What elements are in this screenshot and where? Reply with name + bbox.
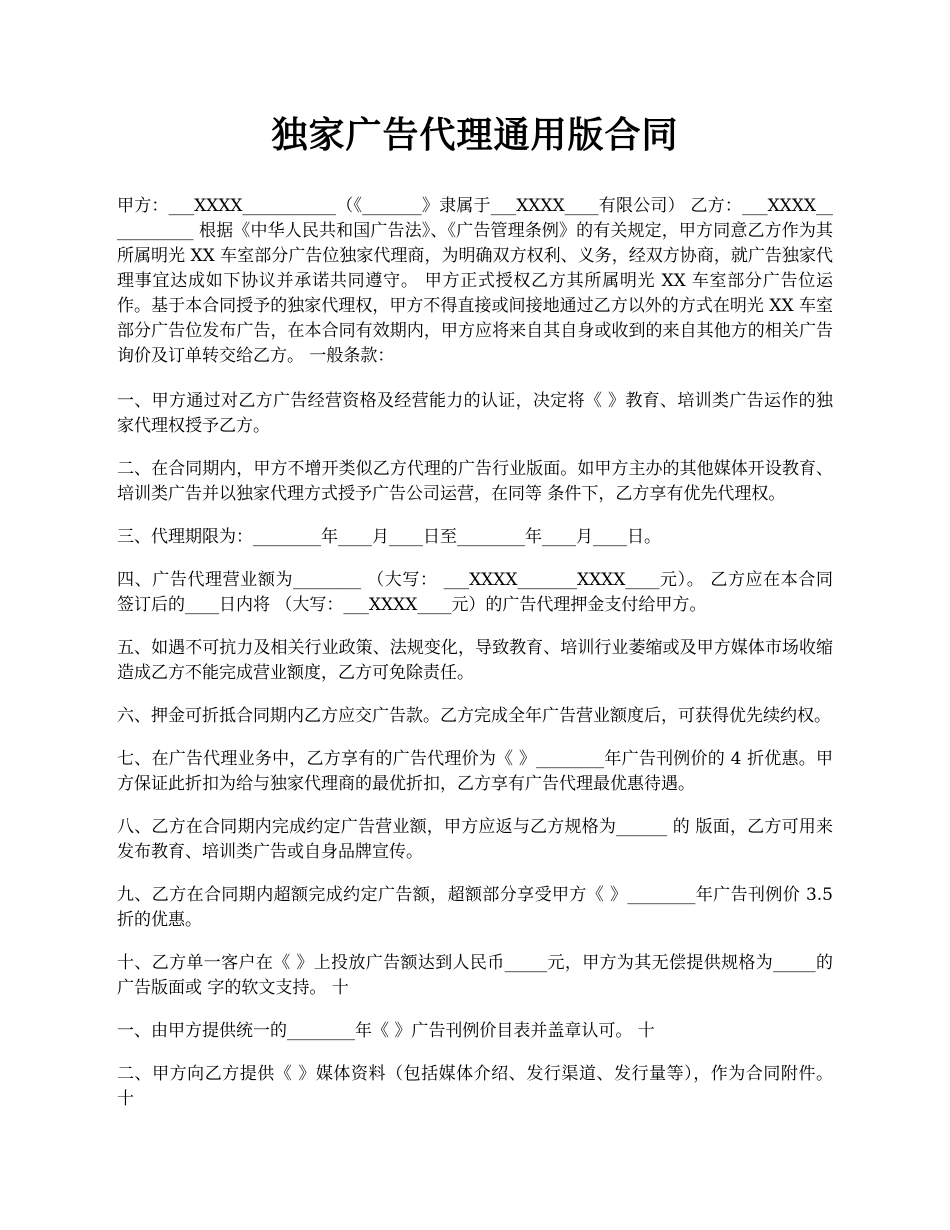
clause-7-paragraph: 七、在广告代理业务中，乙方享有的广告代理价为《 》________年广告刊例价的 4 折优惠。甲方保证此折扣为给与独家代理商的最优折扣，乙方享有广告代理最优惠待遇。: [117, 749, 833, 794]
clause-1-paragraph: 一、甲方通过对乙方广告经营资格及经营能力的认证，决定将《 》教育、培训类广告运作的独家代理权授予乙方。: [117, 391, 833, 436]
clause-8-paragraph: 八、乙方在合同期内完成约定广告营业额，甲方应返与乙方规格为______ 的 版面，乙方可用来发布教育、培训类广告或自身品牌宣传。: [117, 817, 833, 862]
clause-9-paragraph: 九、乙方在合同期内超额完成约定广告额，超额部分享受甲方《 》________年广告刊例价 3.5 折的优惠。: [117, 885, 833, 930]
contract-intro-paragraph: 甲方：___XXXX___________（《_______》隶属于___XXXX____有限公司） 乙方：___XXXX___________ 根据《中华人民共和国广告法》、《广告管理条例》的有关规定，甲方同意乙方作为其所属明光 XX 车室部分广告位独家代理商，为明确双方权利、义务，经双方协商，就广告独家代理事宜达成如下协议并承诺共同遵守。 甲方正式授权乙方其所属明光 XX 车室部分广告位运作。基于本合同授予的独家代理权，甲方不得直接或间接地通过乙方以外的方式在明光 XX 车室部分广告位发布广告，在本合同有效期内，甲方应将来自其自身或收到的来自其他方的相关广告询价及订单转交给乙方。 一般条款：: [117, 196, 833, 366]
clause-2-paragraph: 二、在合同期内，甲方不增开类似乙方代理的广告行业版面。如甲方主办的其他媒体开设教育、培训类广告并以独家代理方式授予广告公司运营，在同等 条件下，乙方享有优先代理权。: [117, 459, 833, 504]
clause-11-paragraph: 一、由甲方提供统一的________年《 》广告刊例价目表并盖章认可。 十: [117, 1021, 655, 1041]
document-title: 独家广告代理通用版合同: [271, 115, 679, 156]
clause-3-paragraph: 三、代理期限为：________年____月____日至________年____月____日。: [117, 527, 661, 547]
clause-12-paragraph: 二、甲方向乙方提供《 》媒体资料（包括媒体介绍、发行渠道、发行量等），作为合同附件。 十: [117, 1064, 833, 1109]
clause-6-paragraph: 六、押金可折抵合同期内乙方应交广告款。乙方完成全年广告营业额度后，可获得优先续约权。: [117, 706, 831, 726]
clause-4-paragraph: 四、广告代理营业额为________ （大写： ___XXXX_______XXXX____元）。 乙方应在本合同签订后的____日内将 （大写：___XXXX____元）的广告代理押金支付给甲方。: [117, 570, 833, 615]
clause-10-paragraph: 十、乙方单一客户在《 》上投放广告额达到人民币_____元，甲方为其无偿提供规格为_____的广告版面或 字的软文支持。 十: [117, 953, 833, 998]
clause-5-paragraph: 五、如遇不可抗力及相关行业政策、法规变化，导致教育、培训行业萎缩或及甲方媒体市场收缩造成乙方不能完成营业额度，乙方可免除责任。: [117, 638, 833, 683]
